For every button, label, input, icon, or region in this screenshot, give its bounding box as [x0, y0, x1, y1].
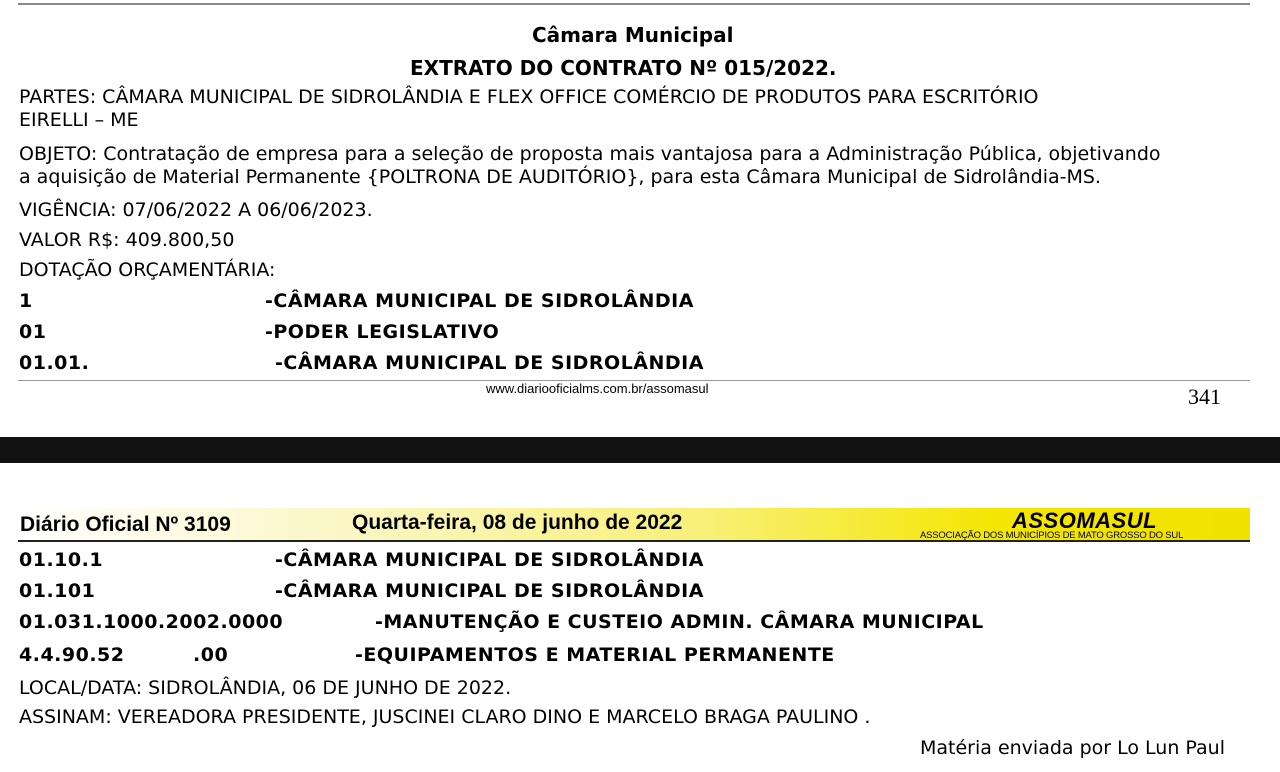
top-rule: [18, 3, 1250, 5]
budget-desc: -CÂMARA MUNICIPAL DE SIDROLÂNDIA: [275, 549, 704, 571]
budget-code-suffix: .00: [193, 644, 229, 666]
budget-desc: -CÂMARA MUNICIPAL DE SIDROLÂNDIA: [275, 352, 704, 374]
budget-code: 01.01.: [19, 352, 90, 374]
assomasul-logo: ASSOMASUL: [1012, 508, 1158, 533]
section-heading: Câmara Municipal: [532, 23, 734, 47]
journal-issue: Diário Oficial Nº 3109: [20, 513, 231, 536]
budget-code: 01: [19, 321, 47, 343]
footer-url: www.diariooficialms.com.br/assomasul: [486, 381, 709, 396]
vigencia: VIGÊNCIA: 07/06/2022 A 06/06/2023.: [19, 199, 373, 221]
page-number: 341: [1188, 384, 1221, 409]
local-data: LOCAL/DATA: SIDROLÂNDIA, 06 DE JUNHO DE 2022.: [19, 677, 512, 699]
assomasul-subtitle: ASSOCIAÇÃO DOS MUNICÍPIOS DE MATO GROSSO DO SUL: [920, 530, 1184, 541]
submitted-by: Matéria enviada por Lo Lun Paul: [920, 737, 1225, 759]
budget-desc: -MANUTENÇÃO E CUSTEIO ADMIN. CÂMARA MUNICIPAL: [375, 611, 984, 633]
journal-header-bar: [18, 508, 1250, 542]
budget-desc: -PODER LEGISLATIVO: [265, 321, 500, 343]
valor: VALOR R$: 409.800,50: [19, 229, 235, 251]
signatories: ASSINAM: VEREADORA PRESIDENTE, JUSCINEI CLARO DINO E MARCELO BRAGA PAULINO .: [19, 706, 871, 728]
budget-code: 4.4.90.52: [19, 644, 125, 666]
budget-desc: -CÂMARA MUNICIPAL DE SIDROLÂNDIA: [265, 290, 694, 312]
page-break-band: [0, 437, 1280, 463]
budget-code: 01.10.1: [19, 549, 104, 571]
footer-rule: [18, 380, 1250, 381]
dotacao-label: DOTAÇÃO ORÇAMENTÁRIA:: [19, 259, 276, 281]
journal-date: Quarta-feira, 08 de junho de 2022: [352, 511, 683, 534]
partes-line-1: PARTES: CÂMARA MUNICIPAL DE SIDROLÂNDIA E FLEX OFFICE COMÉRCIO DE PRODUTOS PARA ESCRITÓRIO: [19, 86, 1039, 108]
budget-code: 1: [19, 290, 33, 312]
budget-desc: -CÂMARA MUNICIPAL DE SIDROLÂNDIA: [275, 580, 704, 602]
partes-line-2: EIRELLI – ME: [19, 109, 139, 131]
objeto-line-2: a aquisição de Material Permanente {POLTRONA DE AUDITÓRIO}, para esta Câmara Municipal de Sidrolândia-MS.: [19, 166, 1101, 188]
objeto-line-1: OBJETO: Contratação de empresa para a seleção de proposta mais vantajosa para a Administração Pública, objetivando: [19, 143, 1161, 165]
contract-title: EXTRATO DO CONTRATO Nº 015/2022.: [410, 56, 837, 80]
budget-code: 01.031.1000.2002.0000: [19, 611, 284, 633]
budget-code: 01.101: [19, 580, 96, 602]
budget-desc: -EQUIPAMENTOS E MATERIAL PERMANENTE: [355, 644, 835, 666]
